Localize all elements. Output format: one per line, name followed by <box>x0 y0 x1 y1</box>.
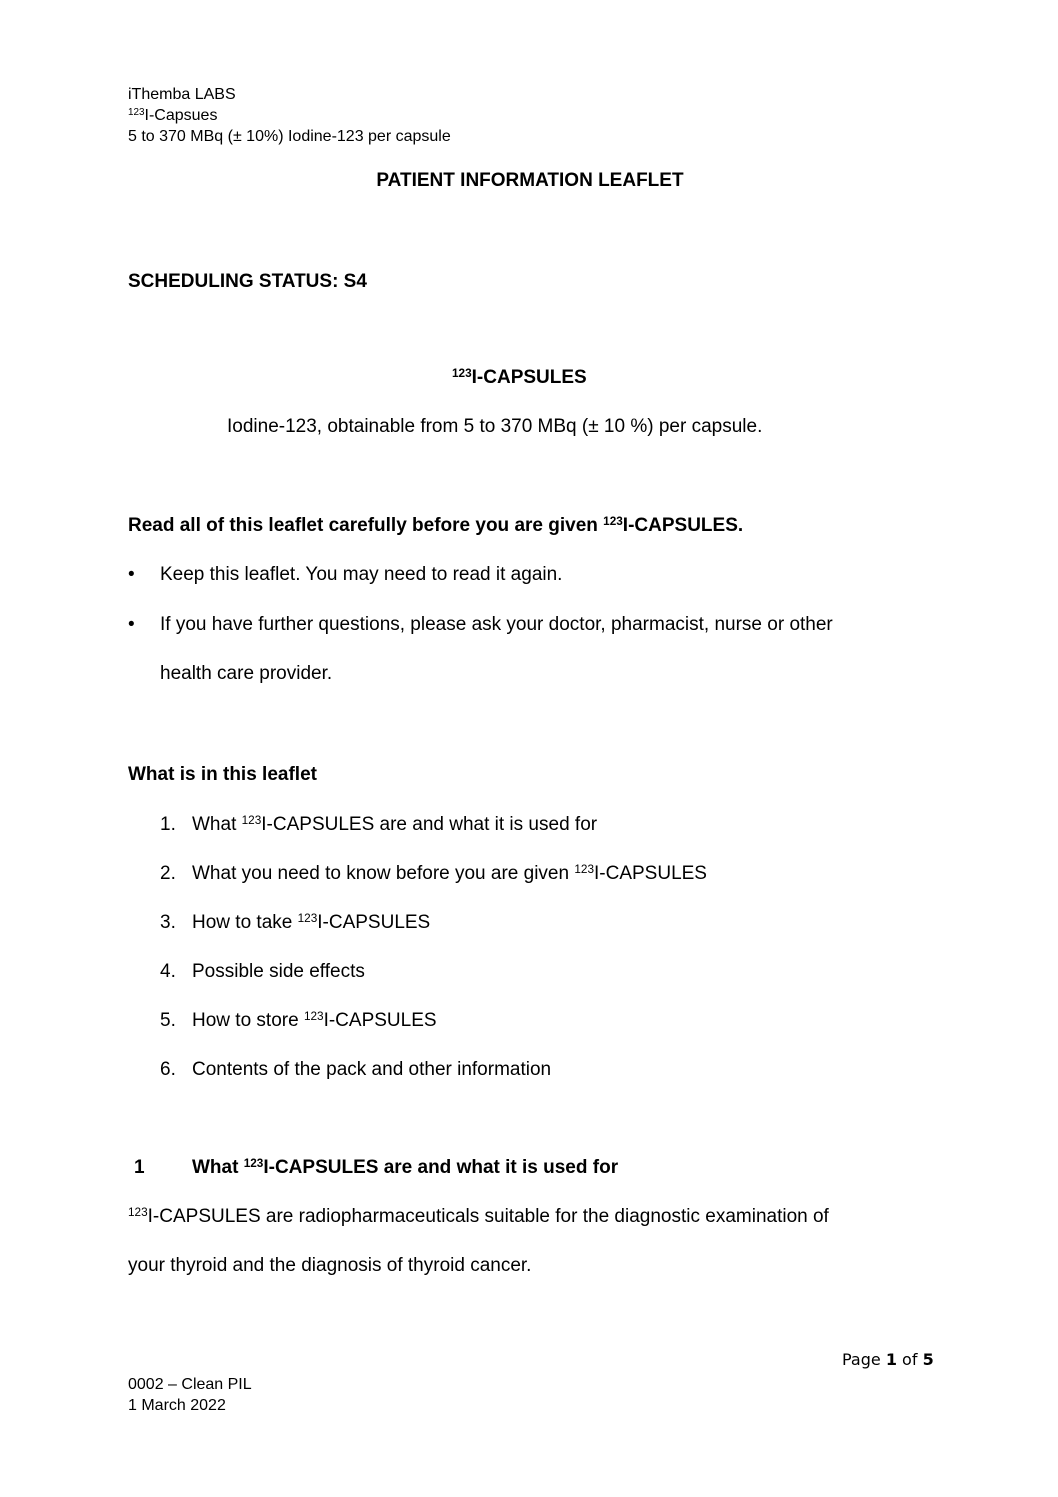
read-notice: Read all of this leaflet carefully before you are given $^{123}$I-CAPSULES. <box>128 514 744 536</box>
bullet-marker: • <box>128 614 135 635</box>
footer-doc-code: 0002 – Clean PIL <box>128 1376 252 1393</box>
header-product: $^{123}$I-Capsues <box>128 106 218 124</box>
bullet-text: If you have further questions, please ask your doctor, pharmacist, nurse or other <box>160 614 833 635</box>
isotope-superscript: 123 <box>297 911 318 925</box>
section-paragraph-continued: your thyroid and the diagnosis of thyroid cancer. <box>128 1255 532 1276</box>
section-number: 1 <box>134 1157 145 1178</box>
scheduling-status: SCHEDULING STATUS: S4 <box>128 271 367 292</box>
isotope-superscript: 123 <box>128 1205 148 1219</box>
bullet-text: Keep this leaflet. You may need to read it again. <box>160 564 563 585</box>
isotope-superscript: 123 <box>574 862 594 876</box>
isotope-superscript: 123 <box>603 514 623 528</box>
isotope-superscript: 123 <box>303 1009 324 1023</box>
header-company: iThemba LABS <box>128 86 236 103</box>
bullet-marker: • <box>128 564 135 585</box>
footer-date: 1 March 2022 <box>128 1397 226 1414</box>
header-strength: 5 to 370 MBq (± 10%) Iodine-123 per capsule <box>128 128 451 145</box>
page-number: Page 1 of 5 <box>842 1350 934 1369</box>
product-name: $^{123}$I-CAPSULES <box>452 366 587 388</box>
section-title: What $^{123}$I-CAPSULES are and what it is used for <box>192 1156 619 1178</box>
document-title: PATIENT INFORMATION LEAFLET <box>376 170 684 191</box>
isotope-superscript: 123 <box>243 1156 264 1170</box>
isotope-superscript: 123 <box>452 366 472 380</box>
toc-heading: What is in this leaflet <box>128 764 317 785</box>
product-ingredient: Iodine-123, obtainable from 5 to 370 MBq (± 10 %) per capsule. <box>227 416 763 437</box>
isotope-superscript: 123 <box>241 813 262 827</box>
section-paragraph: $^{123}$I-CAPSULES are radiopharmaceuticals suitable for the diagnostic examination of <box>128 1205 829 1227</box>
isotope-superscript: 123 <box>128 106 145 118</box>
bullet-text-continued: health care provider. <box>160 663 333 684</box>
